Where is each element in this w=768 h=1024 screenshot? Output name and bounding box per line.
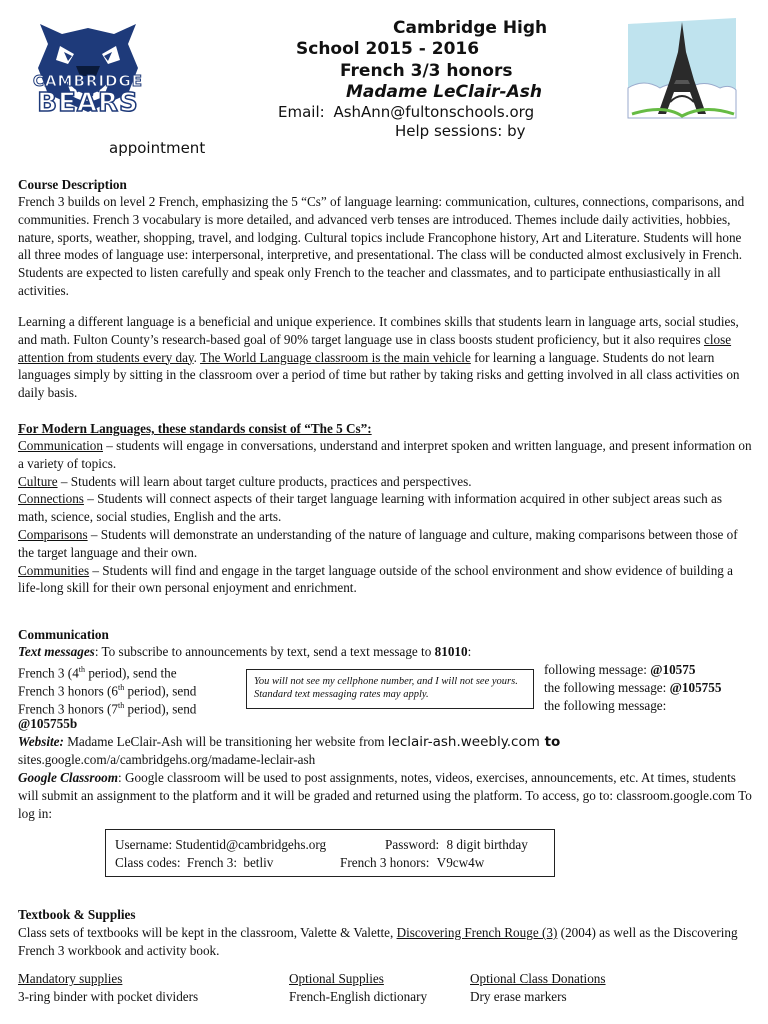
course-description-text-2 xyxy=(18,313,754,402)
email-address[interactable]: AshAnn@fultonschools.org xyxy=(333,103,535,121)
supplies-col2-header: Optional Supplies xyxy=(289,971,384,986)
google-classroom-label: Google Classroom xyxy=(18,770,119,785)
standard-item xyxy=(18,526,754,562)
standard-item xyxy=(18,490,754,526)
textbook-text-b: (2004) as well as the Discovering French 3 workbook and activity book. xyxy=(18,925,738,958)
text-row-2-right xyxy=(544,679,721,697)
standard-text: – students will engage in conversations, understand and interpret spoken and written language, and present information on a variety of topics. xyxy=(18,438,752,471)
standard-term: Communities xyxy=(18,562,90,578)
text-messages-label: Text messages xyxy=(18,644,95,659)
text-row-4-code: @105755b xyxy=(18,716,78,731)
standard-item xyxy=(18,473,754,491)
standard-text: – Students will connect aspects of their target language learning with information acquired in other subject areas such as math, science, social studies, English and the arts. xyxy=(18,491,722,525)
password-label: Password: xyxy=(385,837,440,852)
course-title: French 3/3 honors xyxy=(340,61,513,81)
supplies-col1-header: Mandatory supplies xyxy=(18,971,123,986)
communication-heading: Communication xyxy=(18,627,109,642)
standards-list xyxy=(18,437,754,597)
textbook-heading: Textbook & Supplies xyxy=(18,907,136,922)
row2-code: @105755 xyxy=(669,680,722,695)
textbook-text xyxy=(18,924,754,960)
course-description-para2 xyxy=(18,313,754,402)
supplies-col2-item: French-English dictionary xyxy=(289,989,428,1004)
teacher-name: Madame LeClair-Ash xyxy=(346,82,542,102)
row3-left-b: period), send xyxy=(124,701,197,717)
row1-left-b: period), send the xyxy=(85,665,177,681)
row1-sup: th xyxy=(78,665,86,674)
textbook-para xyxy=(18,924,754,960)
honors-label: French 3 honors: xyxy=(340,855,430,870)
text-colon: : xyxy=(467,644,472,659)
school-title-line2: School 2015 - 2016 xyxy=(296,39,480,59)
row2-left-b: period), send xyxy=(124,683,197,699)
website-line xyxy=(18,733,560,752)
school-title-line1: Cambridge High xyxy=(393,18,548,38)
website-new-link[interactable]: leclair-ash.weebly.com xyxy=(387,734,540,750)
class-codes-row xyxy=(115,854,273,872)
password-value: 8 digit birthday xyxy=(446,837,528,852)
standards-heading: For Modern Languages, these standards consist of “The 5 Cs”: xyxy=(18,421,372,436)
row3-left-a: French 3 honors (7 xyxy=(18,701,118,717)
french3-label: French 3: xyxy=(186,855,238,870)
text-messages-intro: : To subscribe to announcements by text, send a text message to xyxy=(94,644,435,659)
website-text: Madame LeClair-Ash will be transitioning her website from xyxy=(63,734,388,749)
row2-right: the following message: xyxy=(544,680,670,695)
standard-text: – Students will find and engage in the target language outside of the school environment and show evidence of building a life-long skill for their own personal enjoyment and enrichment. xyxy=(18,562,734,596)
row3-sup: th xyxy=(118,701,125,710)
course-description-para1 xyxy=(18,193,754,300)
google-classroom-para xyxy=(18,769,754,822)
texting-notice-box xyxy=(246,669,534,709)
email-line xyxy=(278,102,534,122)
email-label: Email: xyxy=(278,103,325,121)
standard-term: Connections xyxy=(18,491,84,507)
text-number: 81010 xyxy=(434,644,468,659)
website-old-link[interactable]: sites.google.com/a/cambridgehs.org/madame-leclair-ash xyxy=(18,752,316,767)
eiffel-tower-image xyxy=(624,18,740,124)
supplies-col3-header: Optional Class Donations xyxy=(470,971,606,986)
row1-left-a: French 3 (4 xyxy=(18,665,79,681)
school-logo xyxy=(18,16,158,134)
standard-item xyxy=(18,437,754,473)
google-classroom-desc: : Google classroom will be used to post assignments, notes, videos, exercises, announcements, etc. At times, students will submit an assignment to the platform and it will be graded and returned using the platform. To access, go to: classroom.google.com To log in: xyxy=(18,770,752,821)
google-classroom-text xyxy=(18,769,754,822)
honors-code-row xyxy=(340,854,484,872)
standard-text: – Students will demonstrate an understanding of the nature of language and culture, making comparisons between those of the target language and their own. xyxy=(18,526,738,560)
para2-underline-1: close attention from students every day xyxy=(18,331,732,365)
standard-term: Culture xyxy=(18,473,58,489)
standard-text: – Students will learn about target culture products, practices and perspectives. xyxy=(57,473,472,489)
standard-term: Communication xyxy=(18,438,103,453)
username-label: Username: xyxy=(115,837,173,852)
course-description-heading: Course Description xyxy=(18,177,127,192)
para2-underline-2: The World Language classroom is the main vehicle xyxy=(200,349,471,365)
login-username-row xyxy=(115,836,326,854)
texting-notice: You will not see my cellphone number, and I will not see yours. Standard text messaging rates may apply. xyxy=(254,676,518,700)
supplies-col1-item: 3-ring binder with pocket dividers xyxy=(18,989,199,1004)
help-sessions-line2: appointment xyxy=(109,139,206,157)
text-row-3-right: the following message: xyxy=(544,698,667,713)
website-to: to xyxy=(539,734,561,750)
text-row-1-right xyxy=(544,661,695,679)
row1-code: @10575 xyxy=(650,662,696,677)
para2-c: for learning a language. Students do not learn languages simply by sitting in the classroom over a period of time but rather by taking risks and getting involved in all class activities on daily basis. xyxy=(18,349,740,401)
logo-text-bears: BEARS xyxy=(37,88,139,118)
honors-code: V9cw4w xyxy=(436,855,485,870)
standard-term: Comparisons xyxy=(18,526,88,542)
logo-text-cambridge: CAMBRIDGE xyxy=(32,72,144,90)
textbook-title: Discovering French Rouge (3) xyxy=(396,925,558,940)
course-description-text: French 3 builds on level 2 French, emphasizing the 5 “Cs” of language learning: communication, cultures, connections, comparisons, and communities. French 3 vocabulary is more detailed, and advanced verb tenses are introduced. Themes include daily activities, hobbies, nature, sports, weather, shopping, travel, and lodging. Cultural topics include Francophone history, Art and Literature. Students will hone all three modes of language use: interpersonal, interpretive, and presentational. The class will be conducted almost exclusively in French. Students are expected to listen carefully and speak only French to the teacher and classmates, and to participate enthusiastically in all activities. xyxy=(18,194,745,298)
para2-b: . xyxy=(193,349,201,365)
standard-item xyxy=(18,562,754,598)
para2-a: Learning a different language is a beneficial and unique experience. It combines skills that students learn in language arts, social studies, and math. Fulton County’s research-based goal of 90% target language use in class boosts student proficiency, but it also requires xyxy=(18,314,739,347)
french3-code: betliv xyxy=(243,855,274,870)
row2-sup: th xyxy=(118,683,125,692)
username-value: Studentid@cambridgehs.org xyxy=(175,837,327,852)
website-label: Website: xyxy=(18,734,64,749)
textbook-text-a: Class sets of textbooks will be kept in the classroom, Valette & Valette, xyxy=(18,925,397,940)
supplies-col3-item: Dry erase markers xyxy=(470,989,567,1004)
row2-left-a: French 3 honors (6 xyxy=(18,683,118,699)
text-messages-line xyxy=(18,643,471,661)
class-codes-label: Class codes: xyxy=(115,855,181,870)
eiffel-tower-icon xyxy=(624,18,740,124)
login-password-row xyxy=(385,836,528,854)
login-box xyxy=(105,829,555,877)
help-sessions-line1: Help sessions: by xyxy=(395,122,526,140)
row1-right: following message: xyxy=(544,662,651,677)
